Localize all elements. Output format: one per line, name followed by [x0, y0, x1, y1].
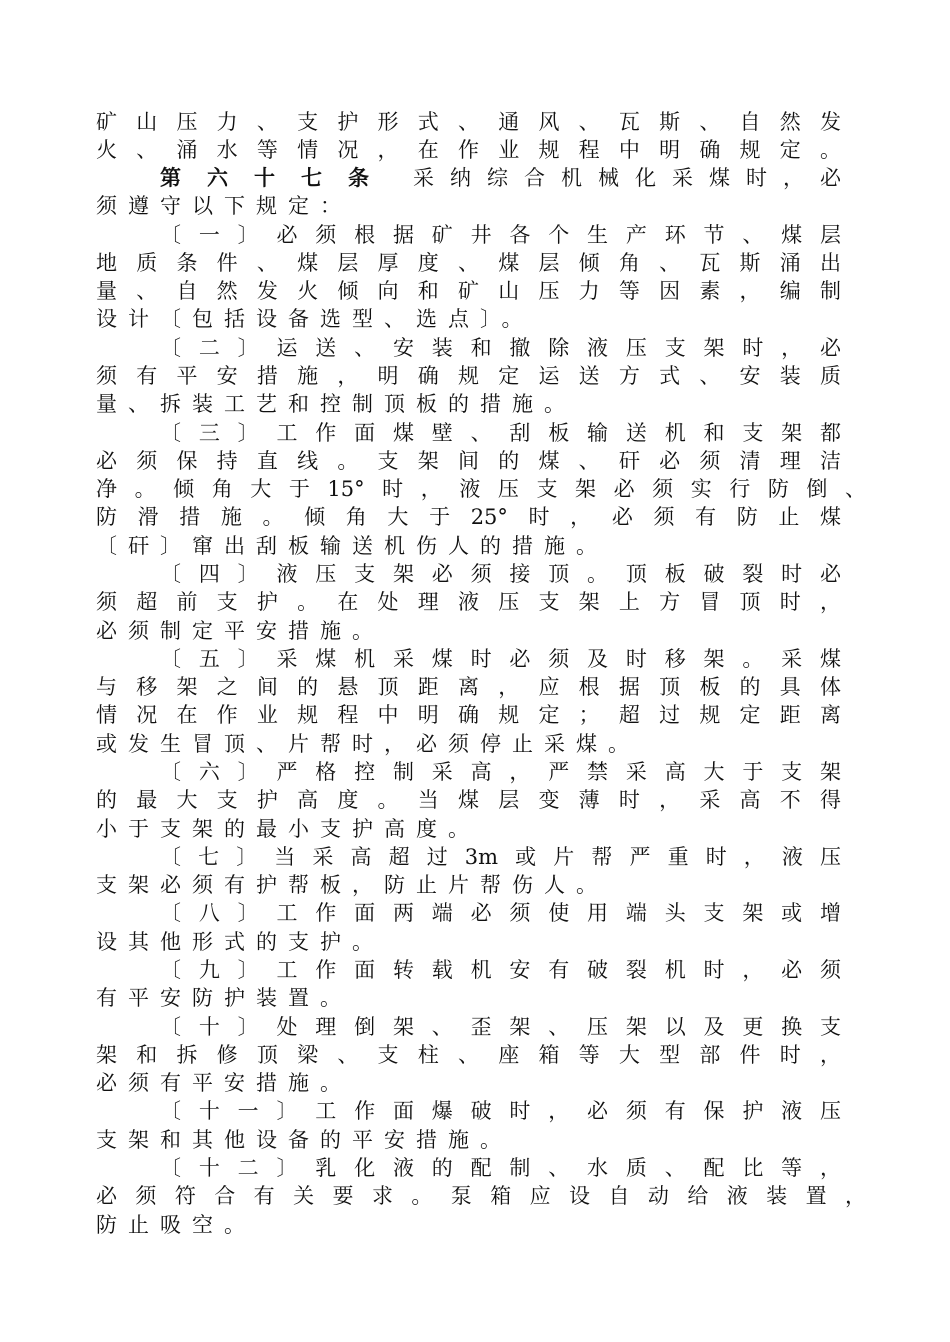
- text-line: 必须制定平安措施。: [96, 619, 384, 643]
- text-line: 火、涌水等情况，在作业规程中明确规定。: [96, 138, 841, 162]
- clause-line: 〔十〕处理倒架、歪架、压架以及更换支: [160, 1015, 841, 1039]
- clause-line: 〔五〕采煤机采煤时必须及时移架。采煤: [160, 647, 841, 671]
- text-line: 小于支架的最小支护高度。: [96, 817, 480, 841]
- text-line: 架和拆修顶梁、支柱、座箱等大型部件时，: [96, 1043, 841, 1067]
- text-line: 地质条件、煤层厚度、煤层倾角、瓦斯涌出: [96, 251, 841, 275]
- text-line: 必须符合有关要求。泵箱应设自动给液装置，: [96, 1184, 866, 1208]
- text-line: 量、拆装工艺和控制顶板的措施。: [96, 392, 576, 416]
- text-line: 情况在作业规程中明确规定；超过规定距离: [96, 703, 841, 727]
- text-line: 须有平安措施，明确规定运送方式、安装质: [96, 364, 841, 388]
- clause-line: 〔七〕当采高超过3m或片帮严重时，液压: [160, 845, 841, 869]
- clause-line: 〔三〕工作面煤壁、刮板输送机和支架都: [160, 421, 841, 445]
- text-line: 或发生冒顶、片帮时，必须停止采煤。: [96, 732, 640, 756]
- text-line: 的最大支护高度。当煤层变薄时，采高不得: [96, 788, 841, 812]
- text-line: 须遵守以下规定：: [96, 194, 352, 218]
- text-line: 防滑措施。倾角大于25°时，必须有防止煤: [96, 505, 841, 529]
- text-line: 须超前支护。在处理液压支架上方冒顶时，: [96, 590, 841, 614]
- text-line: 支架必须有护帮板，防止片帮伤人。: [96, 873, 608, 897]
- text-line: 设其他形式的支护。: [96, 930, 384, 954]
- text-line: 设计〔包括设备选型、选点〕。: [96, 307, 534, 331]
- text-line: 量、自然发火倾向和矿山压力等因素，编制: [96, 279, 841, 303]
- clause-line: 〔十一〕工作面爆破时，必须有保护液压: [160, 1099, 841, 1123]
- text-line: 〔矸〕窜出刮板输送机伤人的措施。: [96, 534, 608, 558]
- text-line: 净。倾角大于15°时，液压支架必须实行防倒、: [96, 477, 866, 501]
- text-line: 必须有平安措施。: [96, 1071, 352, 1095]
- clause-line: 〔十二〕乳化液的配制、水质、配比等，: [160, 1156, 841, 1180]
- clause-line: 〔一〕必须根据矿井各个生产环节、煤层: [160, 223, 841, 247]
- clause-line: 〔四〕液压支架必须接顶。顶板破裂时必: [160, 562, 841, 586]
- clause-line: 〔六〕严格控制采高，严禁采高大于支架: [160, 760, 841, 784]
- text-line: 防止吸空。: [96, 1213, 256, 1237]
- text-line: 与移架之间的悬顶距离，应根据顶板的具体: [96, 675, 841, 699]
- text-line: 矿山压力、支护形式、通风、瓦斯、自然发: [96, 110, 841, 134]
- text-line: 必须保持直线。支架间的煤、矸必须清理洁: [96, 449, 841, 473]
- article-text: 采纳综合机械化采煤时，必: [413, 166, 841, 190]
- article-line: [160, 164, 841, 192]
- clause-line: 〔九〕工作面转载机安有破裂机时，必须: [160, 958, 841, 982]
- clause-line: 〔八〕工作面两端必须使用端头支架或增: [160, 901, 841, 925]
- text-line: 支架和其他设备的平安措施。: [96, 1128, 512, 1152]
- article-heading: 第六十七条: [160, 165, 395, 190]
- text-line: 有平安防护装置。: [96, 986, 352, 1010]
- clause-line: 〔二〕运送、安装和撤除液压支架时，必: [160, 336, 841, 360]
